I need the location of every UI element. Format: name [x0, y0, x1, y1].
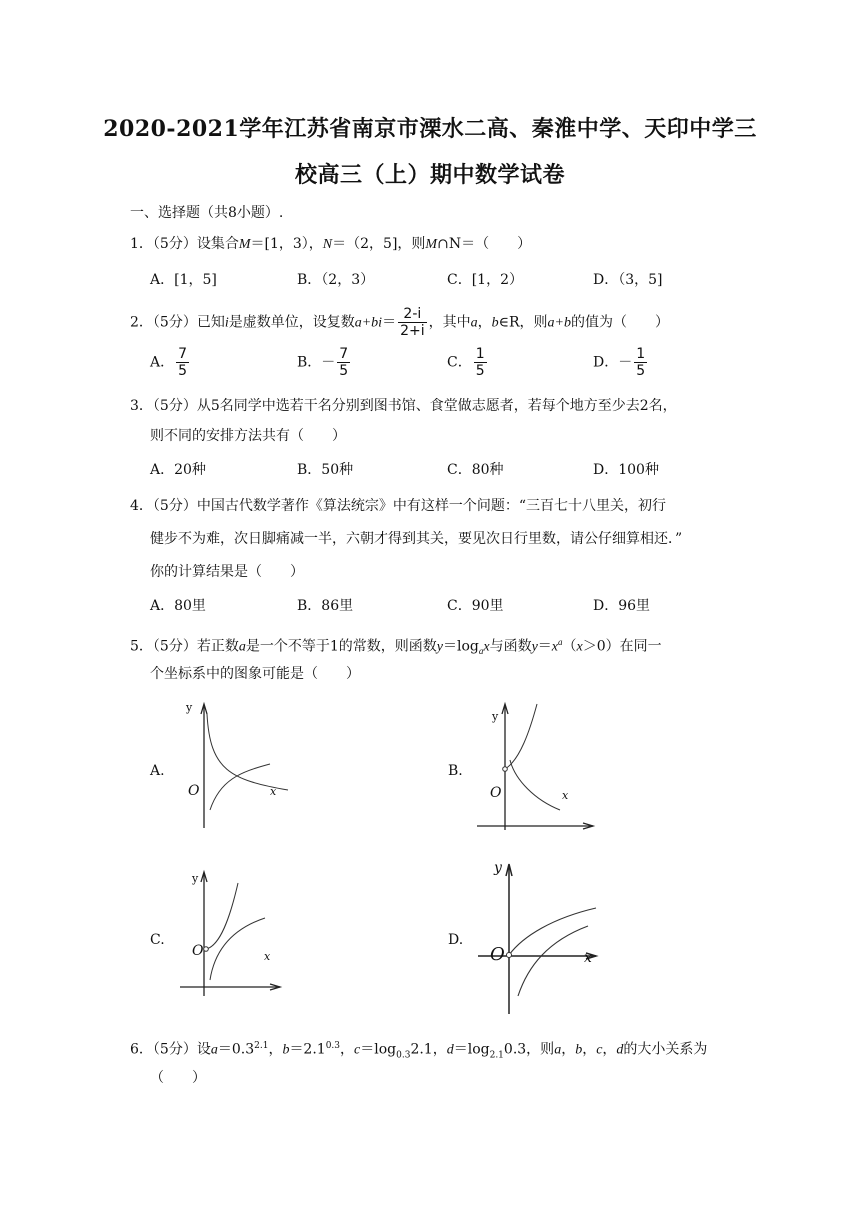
- page-title-line2: 校高三（上）期中数学试卷: [294, 162, 565, 188]
- q3-option-d: D．100种: [593, 462, 659, 478]
- q3-option-b: B．50种: [297, 462, 354, 478]
- q2-fraction: $\frac{2-i}{2+i}$: [400, 306, 425, 339]
- graph-d-y-label: y: [494, 860, 502, 876]
- graph-a-curve-2: [210, 764, 270, 810]
- graph-c: [180, 868, 290, 998]
- q4-option-a: A．80里: [150, 598, 206, 614]
- graph-d-curve-1: [509, 908, 596, 955]
- question-4-stem-line1: 4．（5分）中国古代数学著作《算法统宗》中有这样一个问题：“三百七十八里关，初行: [130, 498, 666, 514]
- question-5-stem-line2: 个坐标系中的图象可能是（ ）: [150, 666, 360, 682]
- graph-b-x-label: x: [562, 789, 569, 802]
- q1-option-a: A．[1，5]: [150, 272, 217, 288]
- q4-option-b: B．86里: [297, 598, 354, 614]
- question-4-stem-line3: 你的计算结果是（ ）: [150, 564, 304, 580]
- page-title-line1: 2020-2021学年江苏省南京市溧水二高、秦淮中学、天印中学三: [103, 116, 757, 142]
- question-6-stem-line1: 6．（5分）设$a=0.3^{2.1}$，$b=2.1^{0.3}$，$c=\log_{0.3}2.1$，$d=\log_{2.1}0.3$，则a，b，c，d的大小关系为: [130, 1041, 708, 1061]
- q2-option-c: C． $\frac{1}{5}$: [447, 346, 485, 379]
- graph-c-x-label: x: [264, 950, 271, 963]
- graph-a-curve-1: [207, 714, 288, 790]
- question-1-stem: 1．（5分）设集合M＝[1，3），N＝（2，5]，则M∩N＝（ ）: [130, 236, 532, 252]
- graph-c-y-label: y: [192, 872, 199, 885]
- graph-a-axes: [201, 704, 207, 828]
- question-5-stem-line1: 5．（5分）若正数a是一个不等于1的常数，则函数$y=\log_ax$与函数$y=x^a(x>0)$在同一: [130, 637, 662, 657]
- q5-option-b-label: B.: [448, 763, 463, 779]
- graph-c-axes: [180, 872, 280, 996]
- graph-c-curve-1: [206, 883, 238, 949]
- question-6-stem-line2: （ ）: [150, 1070, 206, 1086]
- graph-b-y-label: y: [492, 710, 499, 723]
- graph-b-origin: O: [490, 785, 502, 801]
- q3-option-c: C．80种: [447, 462, 504, 478]
- question-4-stem-line2: 健步不为难，次日脚痛减一半，六朝才得到其关，要见次日行里数，请公仔细算相还．”: [150, 531, 683, 547]
- q1-option-b: B．（2，3）: [297, 272, 375, 288]
- q5-option-d-label: D.: [448, 932, 464, 948]
- graph-c-curve-2: [210, 918, 265, 980]
- section-heading: 一、选择题（共8小题）.: [130, 205, 284, 221]
- q4-option-d: D．96里: [593, 598, 651, 614]
- graph-a-y-label: y: [186, 701, 193, 714]
- graph-a-origin: O: [188, 783, 200, 799]
- q3-option-a: A．20种: [150, 462, 206, 478]
- graph-b-curve-1: [505, 704, 537, 769]
- q2-option-d: D．－ $\frac{1}{5}$: [593, 346, 646, 379]
- graph-d-x-label: x: [584, 950, 592, 966]
- q2-option-b: B．－ $\frac{7}{5}$: [297, 346, 349, 379]
- graph-d: [478, 856, 608, 1016]
- question-2-stem: 2．（5分）已知i是虚数单位，设复数a+bi＝ $\frac{2-i}{2+i}$ ，其中a，b∈R，则a+b的值为（ ）: [130, 306, 669, 339]
- graph-a-x-label: x: [270, 785, 277, 798]
- q1-option-d: D．（3，5]: [593, 272, 663, 288]
- q2-option-a: A． $\frac{7}{5}$: [150, 346, 188, 379]
- graph-b-curve-2: [510, 760, 560, 810]
- graph-a: [170, 700, 290, 835]
- question-3-stem-line2: 则不同的安排方法共有（ ）: [150, 428, 346, 444]
- graph-d-axes: [478, 864, 596, 1014]
- q5-option-c-label: C.: [150, 932, 165, 948]
- q1-option-c: C．[1，2）: [447, 272, 523, 288]
- question-3-stem-line1: 3．（5分）从5名同学中选若干名分别到图书馆、食堂做志愿者，若每个地方至少去2名，: [130, 398, 677, 414]
- graph-d-origin: O: [490, 944, 505, 965]
- q5-option-a-label: A.: [150, 763, 165, 779]
- graph-c-origin: O: [192, 943, 204, 959]
- q4-option-c: C．90里: [447, 598, 504, 614]
